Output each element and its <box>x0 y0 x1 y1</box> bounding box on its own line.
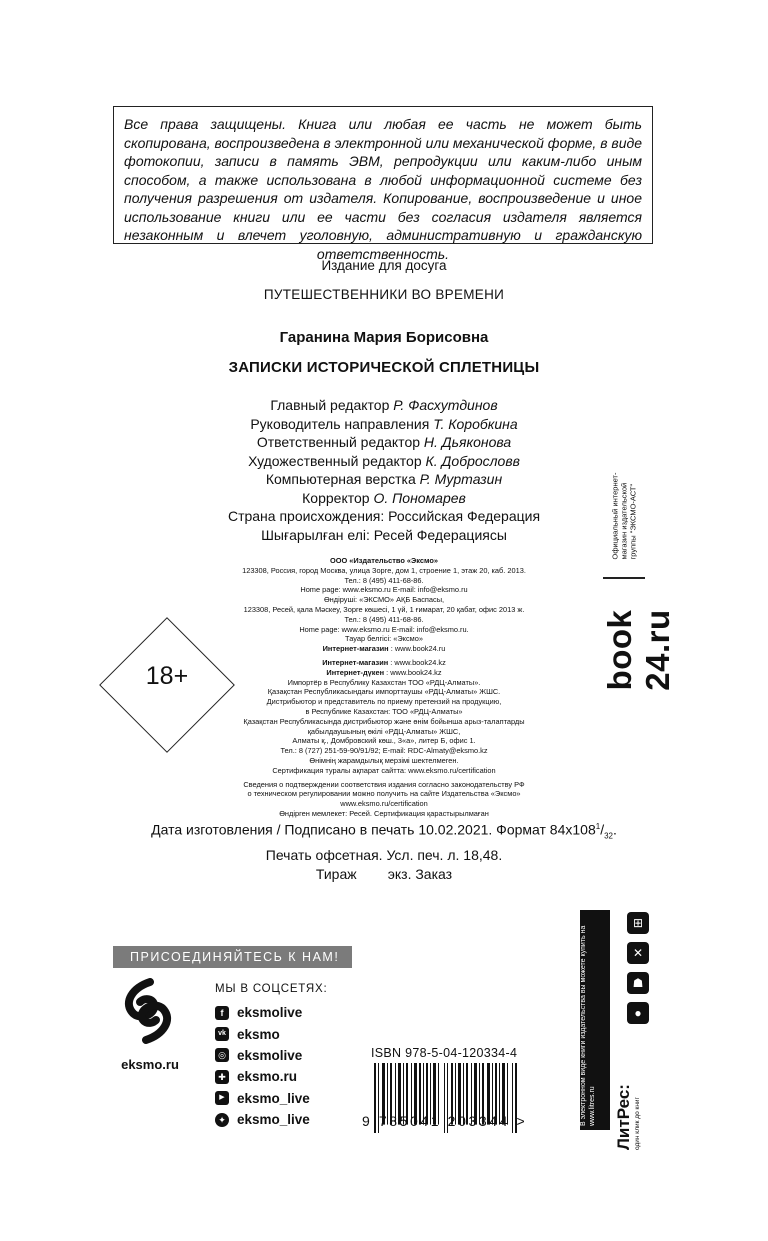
twitter-icon: ✦ <box>215 1113 229 1127</box>
social-item[interactable]: ◎ eksmolive <box>215 1045 310 1066</box>
publisher-line: қабылдаушының өкілі «РДЦ-Алматы» ЖШС, <box>307 726 461 736</box>
publisher-line: Импортёр в Республику Казахстан ТОО «РДЦ-Алматы». <box>287 677 481 687</box>
publisher-line: Тел.: 8 (727) 251-59-90/91/92; E-mail: RDC-Almaty@eksmo.kz <box>280 746 488 756</box>
credit-line: Ответственный редактор Н. Дьяконова <box>256 434 512 450</box>
series-name: ПУТЕШЕСТВЕННИКИ ВО ВРЕМЕНИ <box>263 287 505 302</box>
production-info <box>0 817 768 885</box>
publisher-line: Өнімнің жарамдылық мерзімі шектелмеген. <box>309 755 459 765</box>
youtube-icon: ▶ <box>215 1091 229 1105</box>
xbox-icon: ✕ <box>627 942 649 964</box>
vk-icon: vk <box>215 1027 229 1041</box>
credit-line: Главный редактор Р. Фасхутдинов <box>270 397 498 413</box>
odnoklassniki-icon: ✚ <box>215 1070 229 1084</box>
publisher-line: Қазақстан Республикасында дистрибьютор және өнім бойынша арыз-талаптарды <box>243 716 525 726</box>
publisher-line: Дистрибьютор и представитель по приему претензий на продукцию, <box>266 697 502 707</box>
litres-strip-text: В электронном виде книги издательства вы можете купить на www.litres.ru <box>580 925 596 1126</box>
litres-strip <box>580 910 610 1130</box>
copyright-notice-box <box>113 106 653 262</box>
litres-logo[interactable]: ЛитРес: один клик до книг <box>614 1084 641 1150</box>
publisher-line: Тел.: 8 (495) 411-68-86. <box>344 575 424 585</box>
publisher-line: Интернет-магазин : www.book24.ru <box>322 644 446 654</box>
production-line-2: Печать офсетная. Усл. печ. л. 18,48. <box>265 846 503 863</box>
credit-line: Компьютерная верстка Р. Муртазин <box>265 471 503 487</box>
barcode-digits: 9 785041 203344 > <box>362 1113 528 1129</box>
eksmo-logo-icon <box>118 978 178 1044</box>
publisher-line: о техническом регулировании можно получить на сайте Издательства «Эксмо» <box>247 789 521 799</box>
book-title: ЗАПИСКИ ИСТОРИЧЕСКОЙ СПЛЕТНИЦЫ <box>228 359 540 376</box>
platform-icons <box>624 912 652 1030</box>
publisher-line: в Республике Казахстан: ТОО «РДЦ-Алматы» <box>305 706 463 716</box>
publisher-line: 123308, Ресей, қала Мәскеу, Зорге көшесі, 1 үй, 1 ғимарат, 20 қабат, офис 2013 ж. <box>243 604 525 614</box>
social-list <box>215 1002 310 1130</box>
publisher-line: Өндіруші: «ЭКСМО» АҚБ Баспасы, <box>323 595 445 605</box>
publisher-line: Интернет-дүкен : www.book24.kz <box>326 667 442 677</box>
facebook-icon: f <box>215 1006 229 1020</box>
origin-ru: Страна происхождения: Российская Федерация <box>227 508 541 524</box>
copyright-notice-text: Все права защищены. Книга или любая ее часть не может быть скопирована, воспроизведена в электронной или механической форме, в виде фотокопии, записи в память ЭВМ, репродукции или каким-либо иным способом, а также использована в любой информационной системе без получения разрешения от издателя. Копирование, воспроизведение и иное использование книги или ее части без согласия издателя является незаконным и влечет уголовную, административную и гражданскую ответственность. <box>124 116 643 262</box>
social-item[interactable]: f eksmolive <box>215 1002 310 1023</box>
publisher-info <box>218 556 550 819</box>
publisher-line: Қазақстан Республикасындағы импорттаушы «РДЦ-Алматы» ЖШС. <box>267 687 501 697</box>
publisher-line: Home page: www.eksmo.ru E-mail: info@eksmo.ru <box>300 585 468 595</box>
publisher-line: Тауар белгісі: «Эксмо» <box>345 634 423 644</box>
publisher-line: Сведения о подтверждении соответствия издания согласно законодательству РФ <box>243 779 525 789</box>
age-rating-label: 18+ <box>145 662 189 690</box>
publisher-line: Интернет-магазин : www.book24.kz <box>322 657 446 667</box>
publisher-line: Алматы қ., Домбровский көш., 3«а», литер Б, офис 1. <box>292 736 476 746</box>
book24-logo[interactable]: book 24.ru <box>601 609 676 691</box>
apple-icon: ● <box>627 1002 649 1024</box>
join-us-banner: ПРИСОЕДИНЯЙТЕСЬ К НАМ! <box>113 946 352 968</box>
publisher-line: 123308, Россия, город Москва, улица Зорге, дом 1, строение 1, этаж 20, каб. 2013. <box>242 565 526 575</box>
edition-type: Издание для досуга <box>321 258 447 273</box>
windows-icon: ⊞ <box>627 912 649 934</box>
origin-kz: Шығарылған елі: Ресей Федерациясы <box>261 527 507 543</box>
production-line-3: Тираж экз. Заказ <box>315 866 453 883</box>
credit-line: Художественный редактор К. Добрословв <box>248 452 520 469</box>
instagram-icon: ◎ <box>215 1048 229 1062</box>
author-name: Гаранина Мария Борисовна <box>279 329 489 346</box>
publisher-line: Сертификация туралы ақпарат сайтта: www.eksmo.ru/certification <box>272 765 496 775</box>
credit-line: Руководитель направления Т. Коробкина <box>250 415 518 432</box>
eksmo-site-link[interactable]: eksmo.ru <box>121 1057 179 1072</box>
social-item[interactable]: ✚ eksmo.ru <box>215 1066 310 1087</box>
publisher-line: www.eksmo.ru/certification <box>340 799 428 809</box>
publisher-line: ООО «Издательство «Эксмо» <box>330 556 438 565</box>
publisher-line: Тел.: 8 (495) 411-68-86. <box>344 614 424 624</box>
credit-line: Корректор О. Пономарев <box>302 489 466 506</box>
social-item[interactable]: ▶ eksmo_live <box>215 1088 310 1109</box>
credits-list <box>0 396 768 507</box>
android-icon: ☗ <box>627 972 649 994</box>
social-item[interactable]: ✦ eksmo_live <box>215 1109 310 1130</box>
publisher-line: Өндірген мемлекет: Ресей. Сертификация қарастырылмаған <box>279 808 489 818</box>
production-line-1: Дата изготовления / Подписано в печать 10.02.2021. Формат $84x108^1/_{32}$. <box>151 821 617 841</box>
publisher-line: Home page: www.eksmo.ru E-mail: info@eksmo.ru. <box>299 624 469 634</box>
book24-caption: Официальный интернет-магазин издательской группы "ЭКСМО-АСТ" <box>610 472 638 560</box>
country-of-origin <box>0 507 768 545</box>
social-item[interactable]: vk eksmo <box>215 1023 310 1044</box>
isbn-label: ISBN 978-5-04-120334-4 <box>371 1046 518 1060</box>
social-title: МЫ В СОЦСЕТЯХ: <box>215 983 328 995</box>
